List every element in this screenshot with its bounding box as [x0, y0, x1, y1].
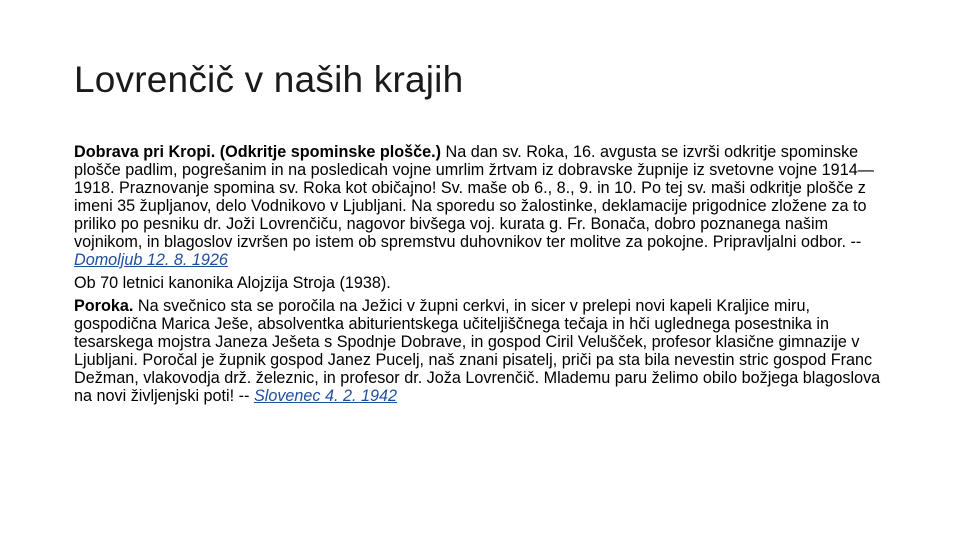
paragraph-text-poroka: Na svečnico sta se poročila na Ježici v župni cerkvi, in sicer v prelepi novi kapeli Kraljice miru, gospodična Marica Ješe, absolventka abiturientskega učiteljiščnega tečaja in hči uglednega posestnika in tesarskega mojstra Janeza Ješeta s Spodnje Dobrave, in gospod Ciril Velušček, profesor klasične gimnazije v Ljubljani. Poročal je župnik gospod Janez Pucelj, naš znani pisatelj, priči pa sta bila nevestin stric gospod Franc Dežman, vlakovodja drž. železnic, in profesor dr. Joža Lovrenčič. Mlademu paru želimo obilo božjega blagoslova na novi življenjski poti! --: [74, 297, 881, 405]
paragraph-stroj: [74, 274, 894, 292]
paragraph-heading-dobrava: Dobrava pri Kropi. (Odkritje spominske plošče.): [74, 143, 442, 161]
paragraph-heading-poroka: Poroka.: [74, 297, 134, 315]
paragraph-text-stroj: Ob 70 letnici kanonika Alojzija Stroja (1938).: [74, 274, 391, 292]
source-link-domoljub[interactable]: Domoljub 12. 8. 1926: [74, 251, 228, 269]
source-link-slovenec[interactable]: Slovenec 4. 2. 1942: [253, 387, 398, 405]
paragraph-text-dobrava: Na dan sv. Roka, 16. avgusta se izvrši odkritje spominske plošče padlim, pogrešanim in na posledicah vojne umrlim žrtvam iz dobravske župnije iz svetovne vojne 1914—1918. Praznovanje spomina sv. Roka kot običajno! Sv. maše ob 6., 8., 9. in 10. Po tej sv. maši odkritje plošče z imeni 35 župljanov, delo Vodnikovo v Ljubljani. Na sporedu so žalostinke, deklamacije prigodnice zložene za to priliko po pesniku dr. Joži Lovrenčiču, nagovor bivšega voj. kurata g. Fr. Bonača, dobro poznanega našim vojnikom, in blagoslov izvršen po istem ob spremstvu duhovnikov ter molitve za pokojne. Pripravljalni odbor. --: [74, 143, 874, 251]
slide-body: [74, 143, 894, 410]
paragraph-dobrava: [74, 143, 894, 269]
paragraph-poroka: [74, 297, 894, 405]
slide-title: Lovrenčič v naših krajih: [74, 59, 464, 100]
